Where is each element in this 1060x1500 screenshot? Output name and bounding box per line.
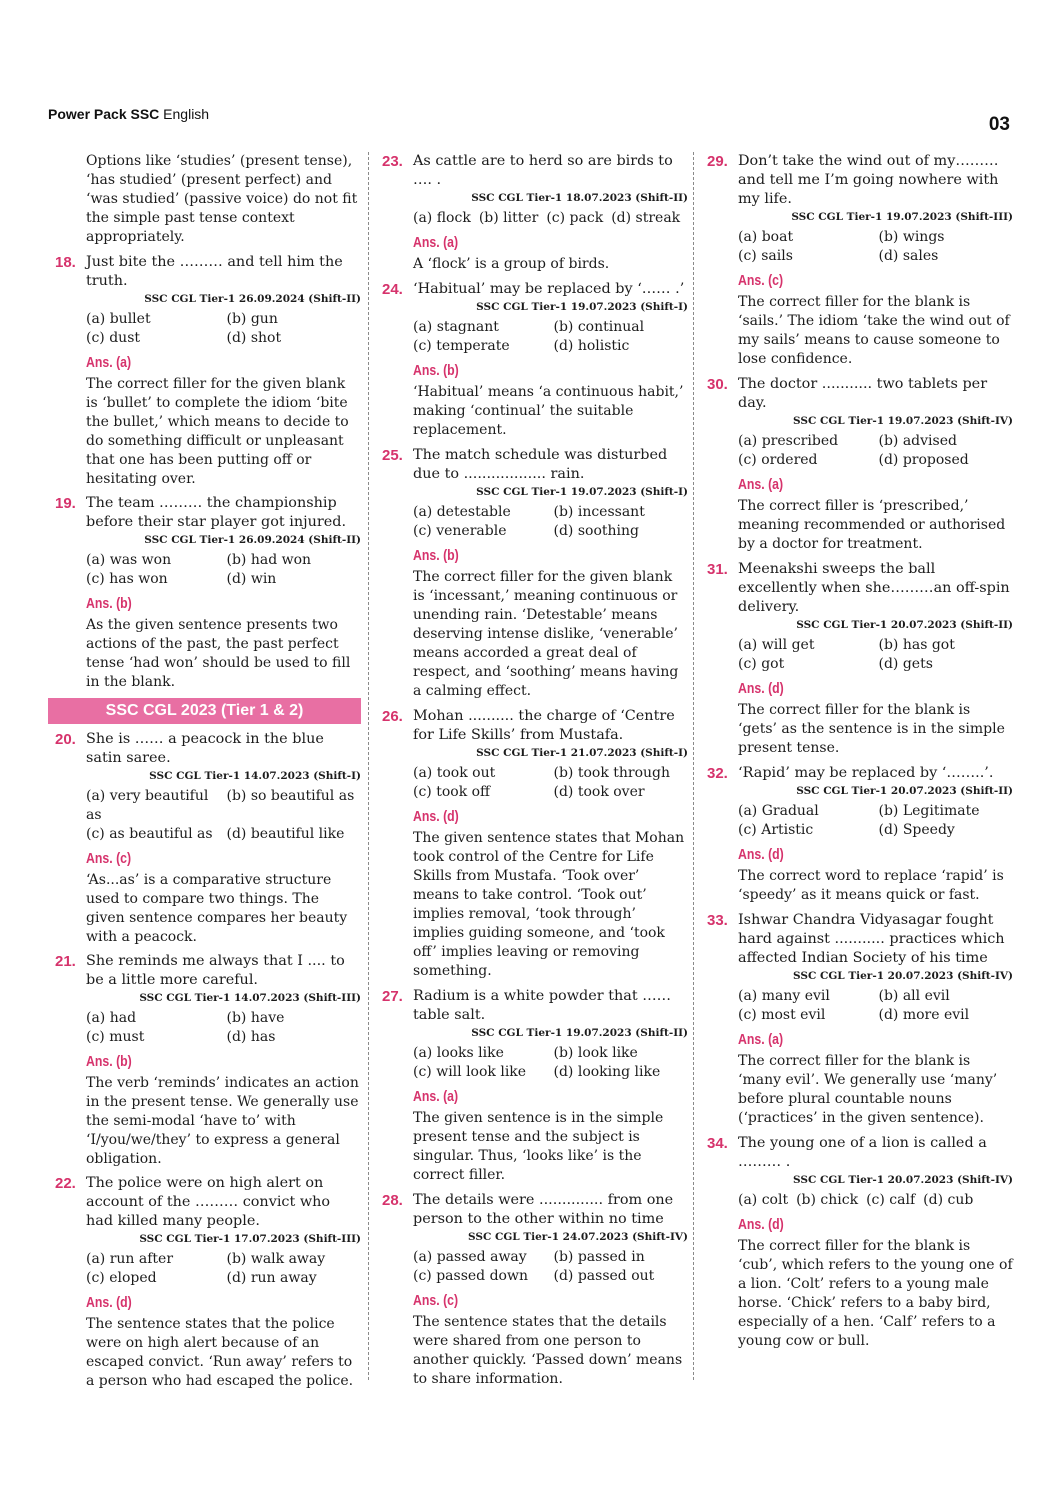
option-d: (d) gets [878,656,933,672]
option-d: (d) run away [226,1270,317,1286]
options [738,802,1013,840]
question-34 [707,1134,1013,1351]
options [86,1009,361,1047]
question-text: Mohan .......... the charge of ‘Centre for Life Skills’ from Mustafa. [413,708,675,743]
exam-source: SSC CGL Tier-1 21.07.2023 (Shift-I) [476,747,688,759]
question-text: She is …… a peacock in the blue satin saree. [86,731,324,766]
option-a: (a) boat [738,229,794,245]
question-text: Ishwar Chandra Vidyasagar fought hard against ........... practices which affected Indian Society of his time [738,912,1005,966]
question-21 [55,952,361,1169]
question-26 [382,707,688,981]
option-c: (c) as beautiful as [86,826,213,842]
exam-source: SSC CGL Tier-1 19.07.2023 (Shift-III) [791,211,1013,223]
question-number: 32. [707,765,728,782]
exam-source: SSC CGL Tier-1 19.07.2023 (Shift-I) [476,486,688,498]
explanation: The correct filler is ‘prescribed,’ meaning recommended or authorised by a doctor for treatment. [738,498,1006,552]
option-b: (b) chick [796,1192,859,1208]
option-c: (c) temperate [413,338,510,354]
options [86,551,361,589]
option-b: (b) all evil [878,988,950,1004]
answer: Ans. (c) [738,272,784,289]
option-d: (d) proposed [878,452,969,468]
intro-explanation: Options like ‘studies’ (present tense), ‘has studied’ (present perfect) and ‘was studied’ (passive voice) do not fit the simple past tense context appropriately. [86,153,358,245]
question-number: 31. [707,561,728,578]
option-a: (a) prescribed [738,433,839,449]
page-number: 03 [988,114,1010,135]
option-a: (a) run after [86,1251,174,1267]
question-number: 34. [707,1135,728,1152]
option-d: (d) holistic [553,338,630,354]
option-d: (d) cub [923,1192,974,1208]
option-a: (a) looks like [413,1045,504,1061]
option-a: (a) stagnant [413,319,499,335]
question-text: The doctor ........... two tablets per day. [738,376,988,411]
option-a: (a) many evil [738,988,830,1004]
answer: Ans. (b) [86,1053,132,1070]
answer: Ans. (a) [413,234,459,251]
question-23 [382,152,688,274]
answer: Ans. (d) [86,1294,132,1311]
exam-source: SSC CGL Tier-1 26.09.2024 (Shift-II) [144,293,361,305]
option-d: (d) took over [553,784,645,800]
option-b: (b) litter [478,210,539,226]
column-2 [382,152,688,1395]
column-3 [707,152,1013,1357]
explanation: The correct filler for the blank is ‘sails.’ The idiom ‘take the wind out of my sails’ means to cause someone to lose confidence. [738,294,1010,367]
option-c: (c) will look like [413,1064,527,1080]
option-d: (d) sales [878,248,939,264]
question-number: 28. [382,1192,403,1209]
question-number: 19. [55,495,76,512]
option-c: (c) most evil [738,1007,826,1023]
question-text: She reminds me always that I .... to be a little more careful. [86,953,345,988]
question-text: Meenakshi sweeps the ball excellently when she………an off-spin delivery. [738,561,1010,615]
option-a: (a) was won [86,552,172,568]
option-c: (c) eloped [86,1270,157,1286]
question-number: 18. [55,254,76,271]
answer: Ans. (a) [738,476,784,493]
question-text: Just bite the ……… and tell him the truth. [86,254,343,289]
question-25 [382,446,688,701]
explanation: ‘As...as’ is a comparative structure used to compare two things. The given sentence compares her beauty with a peacock. [86,872,348,945]
option-a: (a) bullet [86,311,151,327]
book-title-bold: Power Pack SSC [48,106,160,122]
explanation: ‘Habitual’ means ‘a continuous habit,’ making ‘continual’ the suitable replacement. [413,384,684,438]
option-c: (c) calf [866,1192,916,1208]
options [413,209,688,228]
explanation: The correct filler for the given blank is ‘incessant,’ meaning continuous or unending rain. ‘Detestable’ means deserving intense dislike, ‘venerable’ means accorded a great deal of respect, and ‘soothing’ means having a calming effect. [413,569,679,699]
explanation: A ‘flock’ is a group of birds. [413,256,610,272]
explanation: The verb ‘reminds’ indicates an action in the present tense. We generally use the semi-modal ‘have to’ with ‘I/you/we/they’ to express a general obligation. [86,1075,359,1167]
question-18 [55,253,361,489]
option-a: (a) will get [738,637,815,653]
exam-source: SSC CGL Tier-1 20.07.2023 (Shift-II) [796,619,1013,631]
question-number: 30. [707,376,728,393]
answer: Ans. (d) [738,1216,784,1233]
column-divider [693,152,694,1380]
answer: Ans. (d) [738,680,784,697]
option-a: (a) Gradual [738,803,819,819]
question-text: ‘Habitual’ may be replaced by ‘…… .’ [413,281,685,297]
option-d: (d) win [226,571,277,587]
option-a: (a) took out [413,765,496,781]
question-22 [55,1174,361,1391]
option-c: (c) dust [86,330,141,346]
option-c: (c) venerable [413,523,507,539]
answer: Ans. (c) [86,850,132,867]
exam-source: SSC CGL Tier-1 20.07.2023 (Shift-IV) [793,1174,1013,1186]
option-b: (b) advised [878,433,957,449]
exam-source: SSC CGL Tier-1 14.07.2023 (Shift-I) [149,770,361,782]
options [738,228,1013,266]
option-c: (c) passed down [413,1268,528,1284]
option-b: (b) have [226,1010,285,1026]
option-b: (b) walk away [226,1251,326,1267]
options [738,432,1013,470]
question-text: The young one of a lion is called a ……… . [738,1135,987,1170]
book-title [48,106,209,122]
option-b: (b) took through [553,765,671,781]
answer: Ans. (a) [413,1088,459,1105]
option-b: (b) look like [553,1045,638,1061]
exam-source: SSC CGL Tier-1 17.07.2023 (Shift-III) [139,1233,361,1245]
answer: Ans. (d) [413,808,459,825]
question-number: 27. [382,988,403,1005]
answer: Ans. (b) [413,547,459,564]
exam-source: SSC CGL Tier-1 24.07.2023 (Shift-IV) [468,1231,688,1243]
options [413,503,688,541]
answer: Ans. (a) [86,354,132,371]
options [86,1250,361,1288]
answer: Ans. (b) [413,362,459,379]
explanation: The correct word to replace ‘rapid’ is ‘speedy’ as it means quick or fast. [738,868,1004,903]
option-a: (a) very beautiful as [86,788,209,823]
option-c: (c) must [86,1029,145,1045]
option-d: (d) beautiful like [226,826,345,842]
option-b: (b) so beautiful as [226,788,355,804]
options [738,636,1013,674]
question-number: 26. [382,708,403,725]
question-number: 23. [382,153,403,170]
option-a: (a) flock [413,210,471,226]
question-text: The details were .............. from one person to the other within no time [413,1192,674,1227]
explanation: The correct filler for the blank is ‘gets’ as the sentence is in the simple present tense. [738,702,1005,756]
option-c: (c) ordered [738,452,818,468]
exam-source: SSC CGL Tier-1 26.09.2024 (Shift-II) [144,534,361,546]
option-b: (b) wings [878,229,945,245]
option-c: (c) Artistic [738,822,814,838]
option-d: (d) streak [611,210,681,226]
option-c: (c) sails [738,248,793,264]
option-c: (c) took off [413,784,491,800]
question-number: 20. [55,731,76,748]
option-b: (b) gun [226,311,278,327]
question-text: Don’t take the wind out of my………and tell me I’m going nowhere with my life. [738,153,999,207]
question-24 [382,280,688,440]
column-divider [368,152,369,1380]
question-text: ‘Rapid’ may be replaced by ‘……..’. [738,765,994,781]
question-27 [382,987,688,1185]
exam-source: SSC CGL Tier-1 20.07.2023 (Shift-II) [796,785,1013,797]
question-32 [707,764,1013,905]
question-20 [55,730,361,947]
option-d: (d) has [226,1029,276,1045]
options [413,1248,688,1286]
question-number: 29. [707,153,728,170]
answer: Ans. (a) [738,1031,784,1048]
options [738,987,1013,1025]
explanation: The correct filler for the blank is ‘many evil’. We generally use ‘many’ before plural countable nouns (‘practices’ in the given sentence). [738,1053,998,1126]
question-30 [707,375,1013,554]
exam-source: SSC CGL Tier-1 14.07.2023 (Shift-III) [139,992,361,1004]
question-text: Radium is a white powder that …… table salt. [413,988,671,1023]
section-heading: SSC CGL 2023 (Tier 1 & 2) [48,698,361,724]
exam-source: SSC CGL Tier-1 19.07.2023 (Shift-II) [471,1027,688,1039]
explanation: The sentence states that the details were shared from one person to another quickly. ‘Passed down’ means to share information. [413,1314,683,1387]
option-d: (d) passed out [553,1268,655,1284]
answer: Ans. (b) [86,595,132,612]
option-a: (a) had [86,1010,137,1026]
options [86,310,361,348]
option-a: (a) colt [738,1192,789,1208]
question-number: 22. [55,1175,76,1192]
explanation: The correct filler for the given blank is ‘bullet’ to complete the idiom ‘bite the bullet,’ which means to decide to do something difficult or unpleasant that one has been putting off or hesitating over. [86,376,349,487]
exam-source: SSC CGL Tier-1 20.07.2023 (Shift-IV) [793,970,1013,982]
question-31 [707,560,1013,758]
option-b: (b) had won [226,552,312,568]
exam-source: SSC CGL Tier-1 19.07.2023 (Shift-I) [476,301,688,313]
answer: Ans. (c) [413,1292,459,1309]
option-d: (d) more evil [878,1007,970,1023]
option-c: (c) has won [86,571,168,587]
option-b: (b) Legitimate [878,803,980,819]
option-d: (d) shot [226,330,282,346]
option-a: (a) detestable [413,504,511,520]
option-b: (b) passed in [553,1249,645,1265]
book-title-subject: English [163,106,210,122]
question-number: 33. [707,912,728,929]
options [413,1044,688,1082]
question-number: 25. [382,447,403,464]
option-d: (d) soothing [553,523,639,539]
options [738,1191,1013,1210]
question-28 [382,1191,688,1389]
question-text: The police were on high alert on account of the ……… convict who had killed many people. [86,1175,331,1229]
exam-source: SSC CGL Tier-1 18.07.2023 (Shift-II) [471,192,688,204]
question-29 [707,152,1013,369]
option-d: (d) looking like [553,1064,661,1080]
explanation: The sentence states that the police were on high alert because of an escaped convict. ‘Run away’ refers to a person who had escaped the police. [86,1316,354,1389]
explanation: The correct filler for the blank is ‘cub’, which refers to the young one of a lion. ‘Colt’ refers to a young male horse. ‘Chick’ refers to a baby bird, especially of a hen. ‘Calf’ refers to a young cow or bull. [738,1238,1013,1349]
option-b: (b) incessant [553,504,645,520]
question-number: 21. [55,953,76,970]
exam-source: SSC CGL Tier-1 19.07.2023 (Shift-IV) [793,415,1013,427]
question-19 [55,494,361,692]
option-d: (d) Speedy [878,822,955,838]
question-number: 24. [382,281,403,298]
question-33 [707,911,1013,1128]
explanation: As the given sentence presents two actions of the past, the past perfect tense ‘had won’ should be used to fill in the blank. [86,617,351,690]
explanation: The given sentence states that Mohan took control of the Centre for Life Skills from Mustafa. ‘Took over’ means to take control. ‘Took out’ implies removal, ‘took through’ implies guiding someone, and ‘took off’ implies leaving or removing something. [413,830,685,979]
question-text: The match schedule was disturbed due to .................. rain. [413,447,668,482]
option-b: (b) continual [553,319,645,335]
explanation: The given sentence is in the simple present tense and the subject is singular. Thus, ‘looks like’ is the correct filler. [413,1110,664,1183]
option-a: (a) passed away [413,1249,527,1265]
options [413,764,688,802]
answer: Ans. (d) [738,846,784,863]
options [86,787,361,844]
question-text: The team ……… the championship before their star player got injured. [86,495,347,530]
option-c: (c) got [738,656,785,672]
question-text: As cattle are to herd so are birds to …. . [413,153,673,188]
option-b: (b) has got [878,637,955,653]
options [413,318,688,356]
column-1 [55,152,361,1396]
option-c: (c) pack [546,210,604,226]
